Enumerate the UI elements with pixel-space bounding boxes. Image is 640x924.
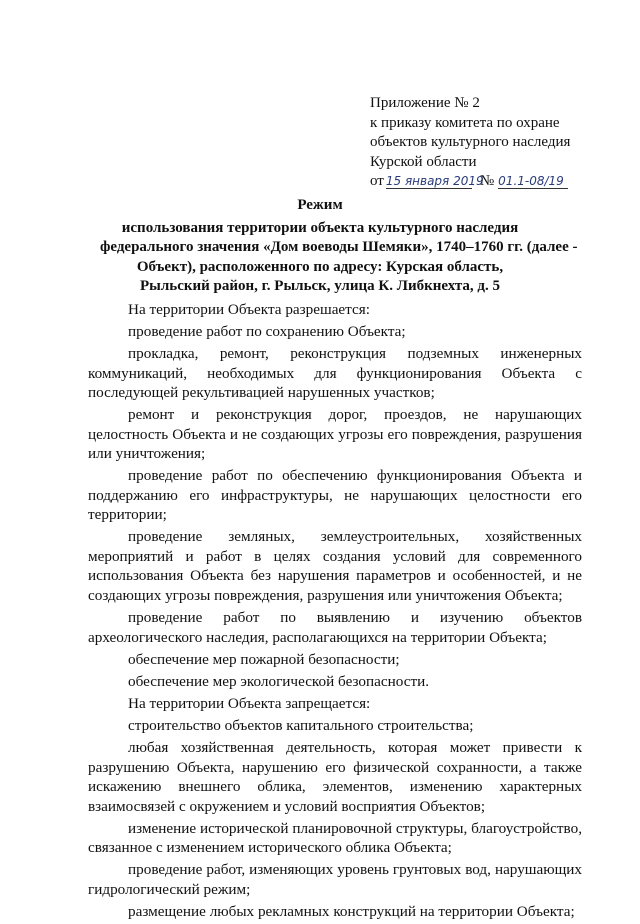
title-line-1: использования территории объекта культурного наследия [121,219,519,236]
appendix-date-line [370,172,630,192]
appendix-header [370,94,630,192]
title-line-3: Объект), расположенного по адресу: Курская область, [136,258,504,275]
title-line-4: Рыльский район, г. Рыльск, улица К. Либкнехта, д. 5 [139,278,500,294]
paragraph: проведение работ по сохранению Объекта; [128,323,406,341]
document-title [100,196,578,297]
paragraph: ремонт и реконструкция дорог, проездов, не нарушающих целостность Объекта и не создающих угрозы его повреждения, разрушения или уничтожения; [88,406,582,463]
appendix-region-line: Курской области [370,153,477,170]
appendix-committee-line: объектов культурного наследия [370,134,571,151]
handwritten-number: 01.1-08/19 [498,174,568,189]
appendix-title: Приложение № 2 [370,95,480,111]
date-label: от [370,173,384,190]
paragraph: размещение любых рекламных конструкций на территории Объекта; [128,902,575,920]
paragraph: строительство объектов капитального строительства; [128,716,474,734]
paragraph: прокладка, ремонт, реконструкция подземных инженерных коммуникаций, необходимых для функционирования Объекта с последующей рекультивацией нарушенных участков; [88,345,582,402]
title-line-2: федерального значения «Дом воеводы Шемяки», 1740–1760 гг. (далее - [100,239,578,255]
paragraph: проведение работ по выявлению и изучению объектов археологического наследия, располагающихся на территории Объекта; [88,609,582,646]
appendix-order-line: к приказу комитета по охране [370,114,560,131]
number-label: № [479,173,495,190]
paragraph: обеспечение мер пожарной безопасности; [128,650,400,668]
paragraph: проведение земляных, землеустроительных, хозяйственных мероприятий и работ в целях создания условий для современного использования Объекта без нарушения параметров и особенностей, и не создающих угрозы повреждения, разрушения или уничтожения Объекта; [88,528,582,604]
handwritten-date: 15 января 2019 [385,174,484,189]
paragraph: изменение исторической планировочной структуры, благоустройство, связанное с изменением исторического облика Объекта; [88,819,582,857]
paragraph: любая хозяйственная деятельность, которая может привести к разрушению Объекта, нарушению его физической сохранности, а также искажению внешнего облика, элементов, изменению характерных взаимосвязей с окружением и условий восприятия Объектов; [88,739,582,815]
paragraph: проведение работ по обеспечению функционирования Объекта и поддержанию его инфраструктуры, не нарушающих целостности его территории; [88,467,582,524]
paragraph: обеспечение мер экологической безопасности. [128,672,430,690]
title-word: Режим [297,197,343,213]
document-body [88,300,582,924]
paragraph: На территории Объекта разрешается: [128,301,370,318]
paragraph: На территории Объекта запрещается: [128,694,371,712]
paragraph: проведение работ, изменяющих уровень грунтовых вод, нарушающих гидрологический режим; [88,861,582,898]
